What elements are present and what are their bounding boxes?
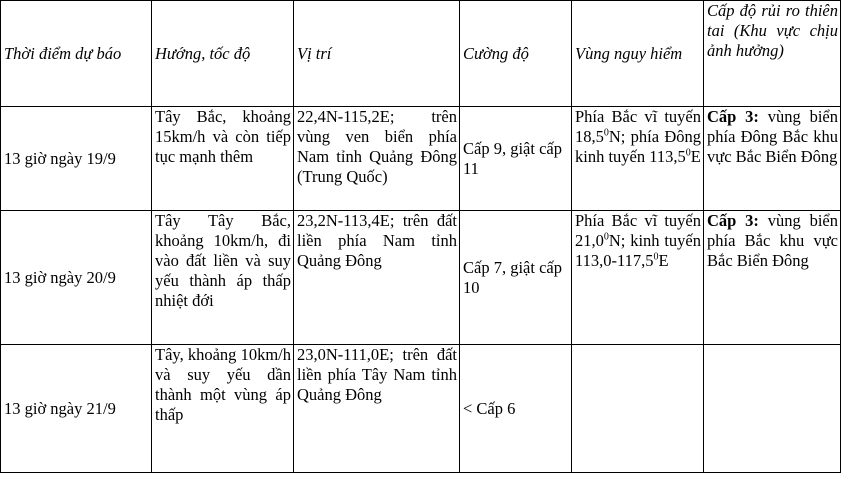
header-forecast-time: Thời điểm dự báo (1, 1, 152, 107)
risk-level-label: Cấp 3: (707, 211, 759, 230)
danger-zone-text-a: Phía Bắc vĩ tuyến 21,0 (575, 211, 701, 250)
risk-area-text: vùng biển phía Đông Bắc khu vực Bắc Biển Đông (707, 107, 838, 166)
position-cell: 23,0N-111,0E; trên đất liền phía Tây Nam tỉnh Quảng Đông (294, 345, 460, 473)
intensity-cell: < Cấp 6 (460, 345, 572, 473)
risk-level-label: Cấp 3: (707, 107, 759, 126)
forecast-time-cell: 13 giờ ngày 19/9 (1, 107, 152, 211)
table-row (1, 107, 841, 211)
position-cell: 23,2N-113,4E; trên đất liền phía Nam tỉnh Quảng Đông (294, 211, 460, 345)
position-cell: 22,4N-115,2E; trên vùng ven biển phía Nam tỉnh Quảng Đông (Trung Quốc) (294, 107, 460, 211)
danger-zone-text-a: Phía Bắc vĩ tuyến 18,5 (575, 107, 701, 146)
danger-zone-cell (572, 211, 704, 345)
danger-zone-cell (572, 107, 704, 211)
forecast-time-cell: 13 giờ ngày 21/9 (1, 345, 152, 473)
table-header-row (1, 1, 841, 107)
risk-level-cell (704, 211, 841, 345)
header-danger-zone: Vùng nguy hiểm (572, 1, 704, 107)
risk-level-cell (704, 107, 841, 211)
header-direction-speed: Hướng, tốc độ (152, 1, 294, 107)
intensity-cell: Cấp 9, giật cấp 11 (460, 107, 572, 211)
degree-symbol: 0 (685, 147, 691, 159)
header-intensity: Cường độ (460, 1, 572, 107)
degree-symbol: 0 (603, 127, 609, 139)
header-position: Vị trí (294, 1, 460, 107)
header-risk-level: Cấp độ rủi ro thiên tai (Khu vực chịu ảnh hưởng) (704, 1, 841, 107)
danger-zone-text-c: E (690, 147, 701, 166)
risk-area-text: vùng biển phía Bắc khu vực Bắc Biển Đông (707, 211, 838, 270)
degree-symbol: 0 (603, 231, 609, 243)
degree-symbol: 0 (653, 251, 659, 263)
danger-zone-cell (572, 345, 704, 473)
danger-zone-text-c: E (658, 251, 669, 270)
intensity-cell: Cấp 7, giật cấp 10 (460, 211, 572, 345)
direction-cell: Tây Tây Bắc, khoảng 10km/h, đi vào đất liền và suy yếu thành áp thấp nhiệt đới (152, 211, 294, 345)
direction-cell: Tây, khoảng 10km/h và suy yếu dần thành một vùng áp thấp (152, 345, 294, 473)
danger-zone-text-b: N; phía Đông kinh tuyến 113,5 (575, 127, 701, 166)
table-row (1, 211, 841, 345)
risk-level-cell (704, 345, 841, 473)
forecast-time-cell: 13 giờ ngày 20/9 (1, 211, 152, 345)
table-row (1, 345, 841, 473)
direction-cell: Tây Bắc, khoảng 15km/h và còn tiếp tục mạnh thêm (152, 107, 294, 211)
danger-zone-text-b: N; kinh tuyến 113,0-117,5 (575, 231, 701, 270)
